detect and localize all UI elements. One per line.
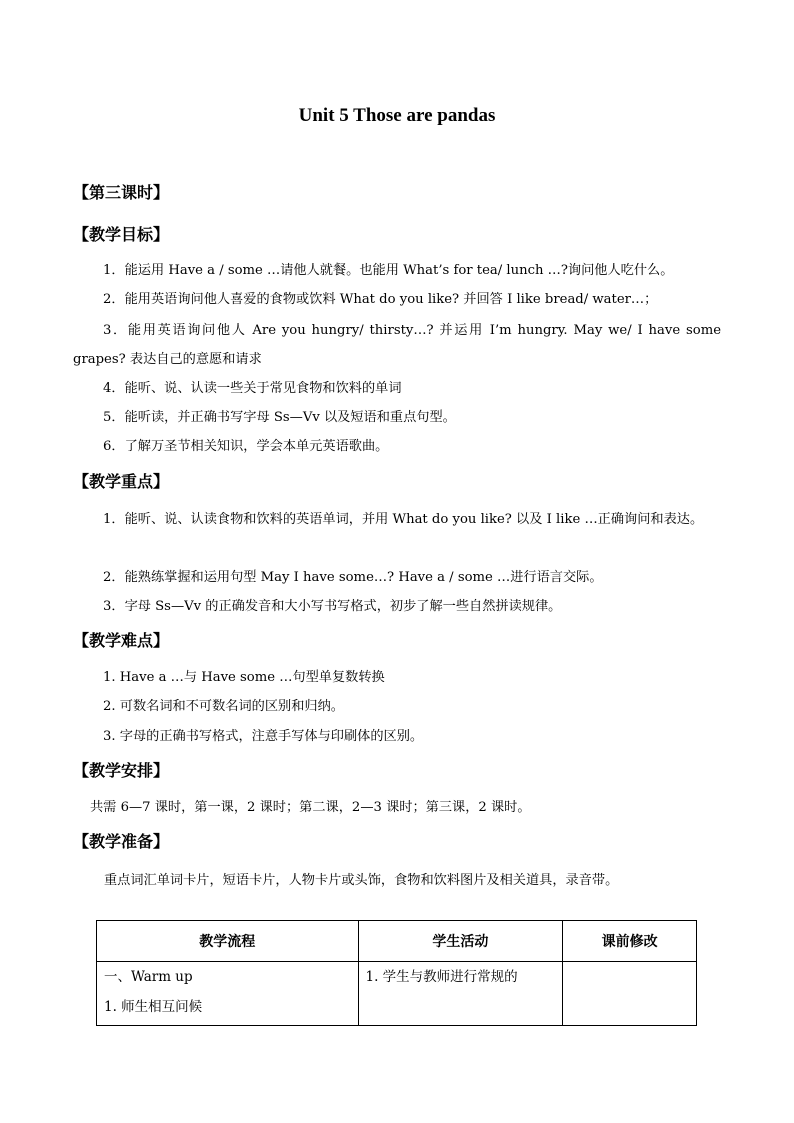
heading-keypoints: 【教学重点】 (73, 472, 170, 491)
objective-item: 4．能听、说、认读一些关于常见食物和饮料的单词 (103, 381, 402, 396)
difficulty-item: 3. 字母的正确书写格式，注意手写体与印刷体的区别。 (103, 729, 424, 744)
column-header-revision: 课前修改 (563, 921, 697, 962)
heading-lesson: 【第三课时】 (73, 183, 170, 202)
column-header-flow: 教学流程 (97, 921, 359, 962)
heading-arrangement: 【教学安排】 (73, 761, 170, 780)
table-row (97, 962, 697, 1026)
cell-line: 一、Warm up (104, 969, 193, 985)
heading-objectives: 【教学目标】 (73, 225, 170, 244)
cell-activity (358, 962, 563, 1026)
objective-item: 1．能运用 Have a / some …请他人就餐。也能用 What’s for tea/ lunch …?询问他人吃什么。 (103, 263, 674, 278)
heading-difficulties: 【教学难点】 (73, 631, 170, 650)
objective-item: 3．能用英语询问他人 Are you hungry/ thirsty…? 并运用 I’m hungry. May we/ I have some grapes? 表达自己的意愿和请求 (73, 323, 721, 367)
keypoint-item: 3．字母 Ss—Vv 的正确发音和大小写书写格式，初步了解一些自然拼读规律。 (103, 599, 562, 614)
table-header-row (97, 921, 697, 962)
difficulty-item: 1. Have a …与 Have some …句型单复数转换 (103, 670, 385, 685)
preparation-text: 重点词汇单词卡片，短语卡片，人物卡片或头饰，食物和饮料图片及相关道具，录音带。 (104, 873, 619, 888)
objective-item: 2．能用英语询问他人喜爱的食物或饮料 What do you like? 并回答 I like bread/ water…； (103, 292, 658, 307)
arrangement-text: 共需 6—7 课时，第一课，2 课时；第二课，2—3 课时；第三课，2 课时。 (90, 800, 531, 815)
objective-item: 6．了解万圣节相关知识，学会本单元英语歌曲。 (103, 439, 389, 454)
keypoint-item: 2．能熟练掌握和运用句型 May I have some…? Have a / some …进行语言交际。 (103, 570, 603, 585)
cell-revision (563, 962, 697, 1026)
heading-preparation: 【教学准备】 (73, 832, 170, 851)
cell-line: 1. 师生相互问候 (104, 999, 203, 1015)
document-title: Unit 5 Those are pandas (298, 105, 496, 126)
keypoint-item: 1．能听、说、认读食物和饮料的英语单词，并用 What do you like? 以及 I like …正确询问和表达。 (103, 512, 704, 527)
objective-item: 5．能听读，并正确书写字母 Ss—Vv 以及短语和重点句型。 (103, 410, 456, 425)
difficulty-item: 2. 可数名词和不可数名词的区别和归纳。 (103, 699, 344, 714)
teaching-flow-table (96, 920, 697, 1026)
cell-flow (97, 962, 359, 1026)
column-header-activity: 学生活动 (358, 921, 563, 962)
cell-line: 1. 学生与教师进行常规的 (365, 969, 518, 985)
